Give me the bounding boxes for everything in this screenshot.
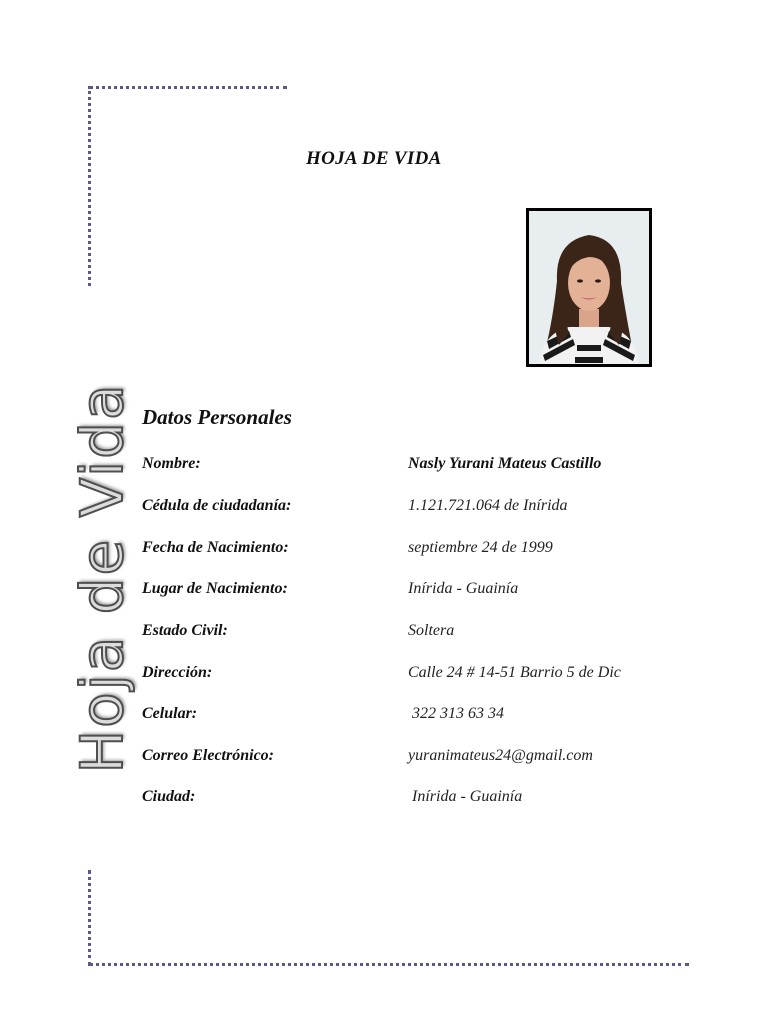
- field-value-id: 1.121.721.064 de Inírida: [408, 497, 568, 514]
- portrait-photo: [526, 208, 652, 367]
- document-title: HOJA DE VIDA: [306, 148, 442, 169]
- dotted-border-top: [89, 86, 287, 89]
- dotted-border-left-upper: [88, 86, 91, 286]
- field-value-civil-status: Soltera: [408, 622, 455, 639]
- field-label: Ciudad:: [142, 788, 196, 805]
- field-value-birth-date: septiembre 24 de 1999: [408, 539, 553, 556]
- field-row-phone: [142, 705, 702, 727]
- field-row-birth-date: [142, 539, 702, 561]
- portrait-photo-icon: [529, 211, 649, 364]
- field-row-address: [142, 664, 702, 686]
- dotted-border-bottom: [89, 963, 689, 966]
- field-row-email: [142, 747, 702, 769]
- field-value-phone: 322 313 63 34: [408, 705, 504, 722]
- field-label: Lugar de Nacimiento:: [142, 580, 288, 597]
- field-value-email: yuranimateus24@gmail.com: [408, 747, 593, 764]
- field-row-birth-place: [142, 580, 702, 602]
- field-label: Dirección:: [142, 664, 213, 681]
- field-row-city: [142, 788, 702, 810]
- field-label: Celular:: [142, 705, 198, 722]
- field-row-name: [142, 455, 702, 477]
- section-title-personal-data: Datos Personales: [142, 405, 292, 429]
- field-label: Nombre:: [142, 455, 201, 472]
- field-value-name: Nasly Yurani Mateus Castillo: [408, 455, 602, 472]
- field-value-birth-place: Inírida - Guainía: [408, 580, 519, 597]
- field-row-id: [142, 497, 702, 519]
- field-label: Correo Electrónico:: [142, 747, 274, 764]
- field-label: Fecha de Nacimiento:: [142, 539, 289, 556]
- dotted-border-left-lower: [88, 870, 91, 966]
- field-row-civil-status: [142, 622, 702, 644]
- field-value-city: Inírida - Guainía: [408, 788, 523, 805]
- field-label: Estado Civil:: [142, 622, 228, 639]
- vertical-side-title: Hoja de Vida: [68, 382, 136, 774]
- field-value-address: Calle 24 # 14-51 Barrio 5 de Dic: [408, 664, 621, 681]
- field-label: Cédula de ciudadanía:: [142, 497, 292, 514]
